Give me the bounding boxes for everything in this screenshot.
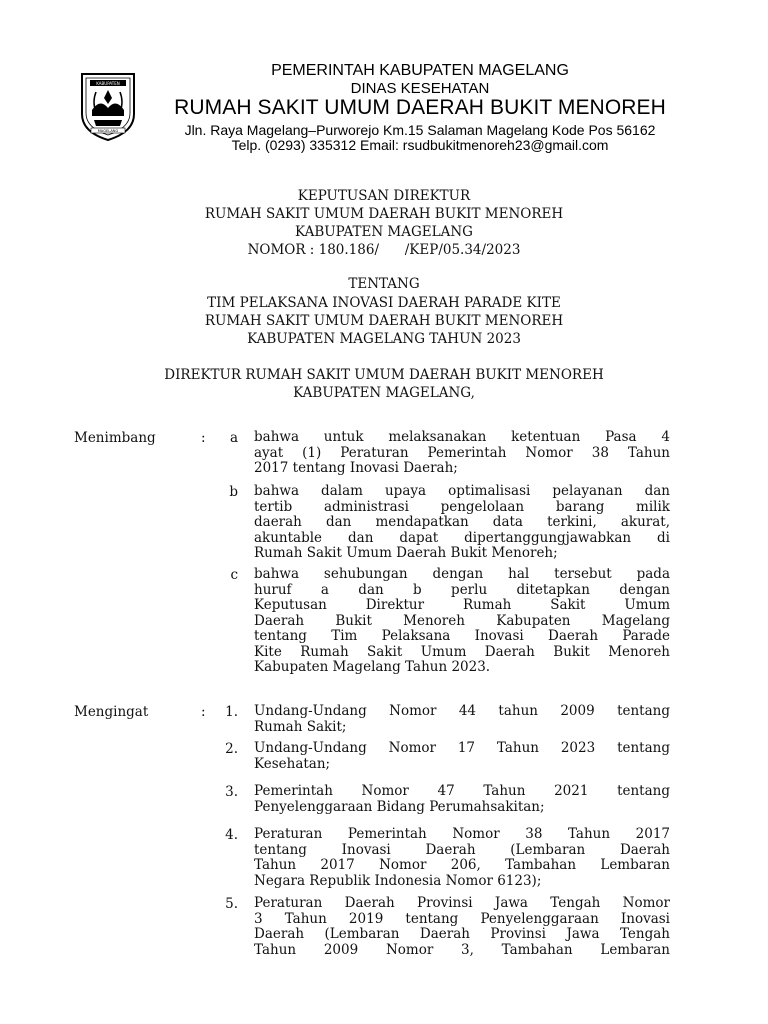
menimbang-label: Menimbang [74, 430, 156, 446]
mengingat-mark-1: 1. [225, 704, 238, 720]
director-title: DIREKTUR RUMAH SAKIT UMUM DAERAH BUKIT MENOREH [164, 367, 604, 383]
decree-title: KEPUTUSAN DIREKTUR [297, 188, 471, 204]
menimbang-mark-a: a [229, 430, 238, 446]
letterhead-government: PEMERINTAH KABUPATEN MAGELANG [271, 62, 569, 79]
menimbang-colon: : [201, 430, 206, 446]
menimbang-item-c: bahwa sehubungan dengan hal tersebut pada huruf a dan b perlu ditetapkan dengan Keputusan Direktur Rumah Sakit Umum Daerah Bukit Menoreh Kabupaten Magelang tentang Tim Pelaksana Inovasi Daerah Parade Kite Rumah Sakit Umum Daerah Bukit Menoreh Kabupaten Magelang Tahun 2023. [254, 566, 670, 675]
mengingat-label: Mengingat [74, 704, 149, 720]
svg-text:KABUPATEN: KABUPATEN [96, 81, 120, 86]
mengingat-item-2: Undang-Undang Nomor 17 Tahun 2023 tentang Kesehatan; [254, 740, 670, 772]
magelang-regency-emblem [78, 68, 138, 142]
mengingat-mark-5: 5. [225, 896, 238, 912]
menimbang-mark-c: c [230, 567, 238, 583]
about-year: KABUPATEN MAGELANG TAHUN 2023 [247, 331, 521, 347]
letterhead-address: Jln. Raya Magelang–Purworejo Km.15 Salaman Magelang Kode Pos 56162 [184, 122, 656, 138]
about-subject: TIM PELAKSANA INOVASI DAERAH PARADE KITE [207, 295, 561, 311]
decree-number: NOMOR : 180.186/ /KEP/05.34/2023 [247, 242, 521, 258]
letterhead-hospital-name: RUMAH SAKIT UMUM DAERAH BUKIT MENOREH [174, 96, 666, 119]
menimbang-item-b: bahwa dalam upaya optimalisasi pelayanan dan tertib administrasi pengelolaan barang milik daerah dan mendapatkan data terkini, akurat, akuntable dan dapat dipertanggungjawabkan di Rumah Sakit Umum Daerah Bukit Menoreh; [254, 483, 670, 561]
about-heading: TENTANG [348, 276, 420, 292]
mengingat-item-1: Undang-Undang Nomor 44 tahun 2009 tentang Rumah Sakit; [254, 703, 670, 735]
letterhead-contact: Telp. (0293) 335312 Email: rsudbukitmenoreh23@gmail.com [231, 137, 609, 153]
mengingat-mark-3: 3. [225, 784, 238, 800]
mengingat-item-5: Peraturan Daerah Provinsi Jawa Tengah Nomor 3 Tahun 2019 tentang Penyelenggaraan Inovasi Daerah (Lembaran Daerah Provinsi Jawa Tengah Tahun 2009 Nomor 3, Tambahan Lembaran [254, 895, 670, 958]
director-regency: KABUPATEN MAGELANG, [293, 385, 475, 401]
mengingat-item-3: Pemerintah Nomor 47 Tahun 2021 tentang Penyelenggaraan Bidang Perumahsakitan; [254, 783, 670, 815]
menimbang-item-a: bahwa untuk melaksanakan ketentuan Pasa 4 ayat (1) Peraturan Pemerintah Nomor 38 Tahun 2017 tentang Inovasi Daerah; [254, 429, 670, 476]
decree-regency: KABUPATEN MAGELANG [295, 224, 473, 240]
svg-text:MAGELANG: MAGELANG [97, 129, 119, 133]
letterhead-department: DINAS KESEHATAN [350, 80, 490, 97]
about-hospital: RUMAH SAKIT UMUM DAERAH BUKIT MENOREH [204, 313, 564, 329]
mengingat-item-4: Peraturan Pemerintah Nomor 38 Tahun 2017 tentang Inovasi Daerah (Lembaran Daerah Tahun 2017 Nomor 206, Tambahan Lembaran Negara Republik Indonesia Nomor 6123); [254, 826, 670, 889]
menimbang-mark-b: b [229, 484, 238, 500]
mengingat-colon: : [201, 704, 206, 720]
mengingat-mark-2: 2. [225, 741, 238, 757]
decree-hospital: RUMAH SAKIT UMUM DAERAH BUKIT MENOREH [204, 206, 564, 222]
mengingat-mark-4: 4. [225, 827, 238, 843]
